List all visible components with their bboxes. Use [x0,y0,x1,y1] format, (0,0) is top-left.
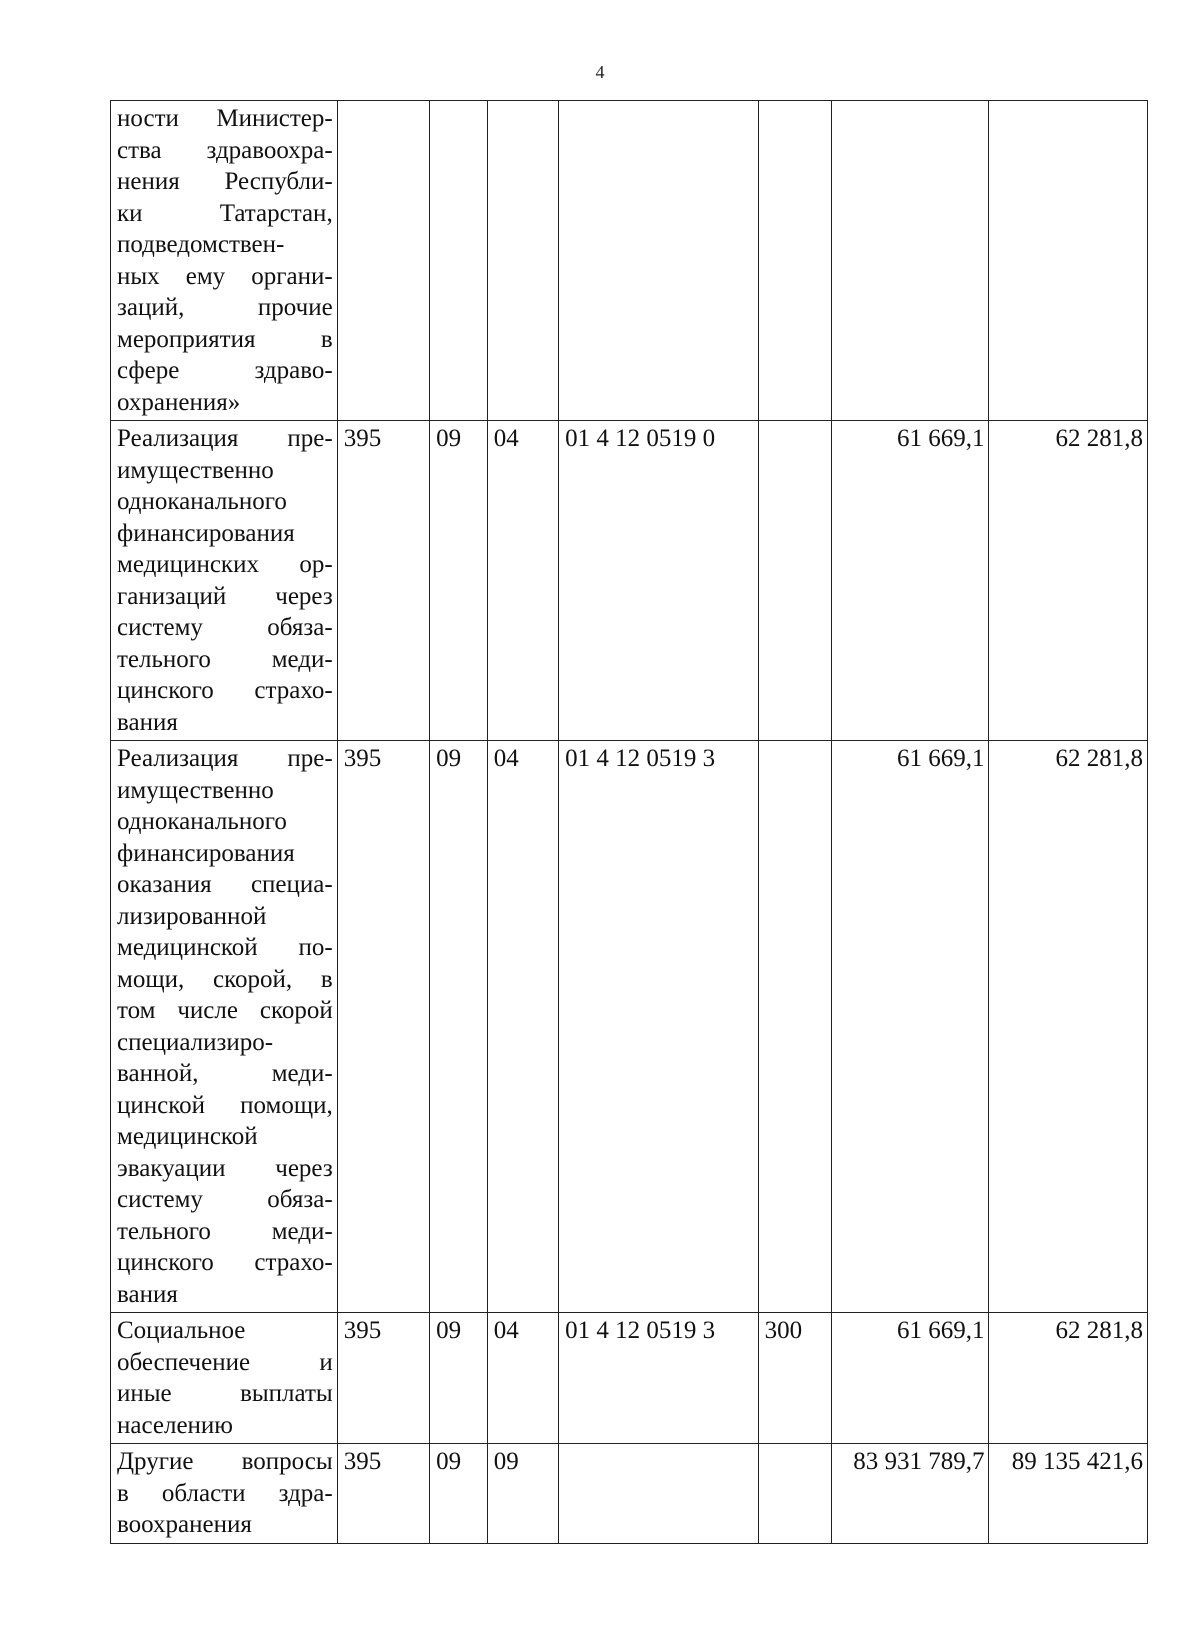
pr-cell: 04 [487,1313,558,1444]
description-line: мощи, скорой, в [117,965,333,993]
description-line: одноканального [117,808,287,835]
row-description [111,421,338,741]
sum-year2-cell: 89 135 421,6 [989,1444,1148,1544]
description-line: цинского страхо- [117,677,333,704]
table-row [111,741,1148,1313]
sum-year1-cell: 61 669,1 [832,1313,989,1444]
description-line: Другие вопросы [117,1448,333,1475]
pr-cell: 04 [487,741,558,1313]
description-line: медицинской по- [117,934,333,961]
pr-cell: 09 [487,1444,558,1544]
row-description [111,1313,338,1444]
description-line: систему обяза- [117,1186,333,1213]
csr-cell [559,1444,758,1544]
rz-cell [430,101,488,421]
sum-year2-cell: 62 281,8 [989,741,1148,1313]
description-line: финансирования [117,519,295,547]
description-line: Реализация пре- [117,425,333,452]
description-line: в области здра- [117,1479,333,1507]
ved-cell: 395 [337,741,429,1313]
description-line: систему обяза- [117,614,333,641]
description-line: финансирования [117,839,295,867]
description-line: мероприятия в [117,325,333,353]
sum-year1-cell: 61 669,1 [832,421,989,741]
sum-year1-cell [832,101,989,421]
table-row [111,1313,1148,1444]
description-line: подведомствен- [117,231,285,258]
ved-cell [337,101,429,421]
description-line: медицинских ор- [117,551,333,578]
description-line: цинской помощи, [117,1091,333,1119]
vr-cell [758,421,831,741]
description-line: заций, прочие [117,294,333,321]
rz-cell: 09 [430,421,488,741]
description-line: лизированной [117,902,267,930]
sum-year1-cell: 61 669,1 [832,741,989,1313]
sum-year2-cell: 62 281,8 [989,421,1148,741]
description-line: имущественно [117,456,274,484]
description-line: тельного меди- [117,645,333,673]
table-row [111,1444,1148,1544]
description-line: нения Республи- [117,168,333,195]
description-line: воохранения [117,1511,252,1538]
description-line: специализиро- [117,1028,274,1056]
description-line: обеспечение и [117,1348,333,1376]
description-line: населению [117,1411,233,1439]
csr-cell: 01 4 12 0519 0 [559,421,758,741]
ved-cell: 395 [337,421,429,741]
description-line: ганизаций через [117,582,333,610]
ved-cell: 395 [337,1313,429,1444]
table-row [111,101,1148,421]
sum-year2-cell [989,101,1148,421]
description-line: Социальное [117,1317,246,1344]
description-line: охранения» [117,388,241,416]
table-row [111,421,1148,741]
description-line: иные выплаты [117,1380,333,1407]
description-line: сфере здраво- [117,357,333,384]
description-line: медицинской [117,1123,258,1150]
description-line: вания [117,708,178,736]
description-line: том числе скорой [117,997,333,1024]
csr-cell [559,101,758,421]
budget-table [110,100,1148,1544]
description-line: ки Татарстан, [117,199,333,227]
description-line: одноканального [117,488,287,515]
description-line: оказания специа- [117,871,333,898]
pr-cell [487,101,558,421]
csr-cell: 01 4 12 0519 3 [559,1313,758,1444]
page-number: 4 [595,62,605,82]
vr-cell: 300 [758,1313,831,1444]
description-line: ства здравоохра- [117,136,333,164]
vr-cell [758,101,831,421]
pr-cell: 04 [487,421,558,741]
description-line: ности Министер- [117,105,333,132]
rz-cell: 09 [430,741,488,1313]
sum-year2-cell: 62 281,8 [989,1313,1148,1444]
rz-cell: 09 [430,1313,488,1444]
vr-cell [758,1444,831,1544]
ved-cell: 395 [337,1444,429,1544]
row-description [111,1444,338,1544]
description-line: эвакуации через [117,1154,333,1182]
description-line: вания [117,1280,178,1308]
description-line: тельного меди- [117,1217,333,1245]
sum-year1-cell: 83 931 789,7 [832,1444,989,1544]
description-line: ванной, меди- [117,1060,333,1087]
row-description [111,101,338,421]
row-description [111,741,338,1313]
rz-cell: 09 [430,1444,488,1544]
description-line: ных ему органи- [117,262,333,290]
description-line: имущественно [117,776,274,804]
description-line: цинского страхо- [117,1249,333,1276]
csr-cell: 01 4 12 0519 3 [559,741,758,1313]
vr-cell [758,741,831,1313]
description-line: Реализация пре- [117,745,333,772]
